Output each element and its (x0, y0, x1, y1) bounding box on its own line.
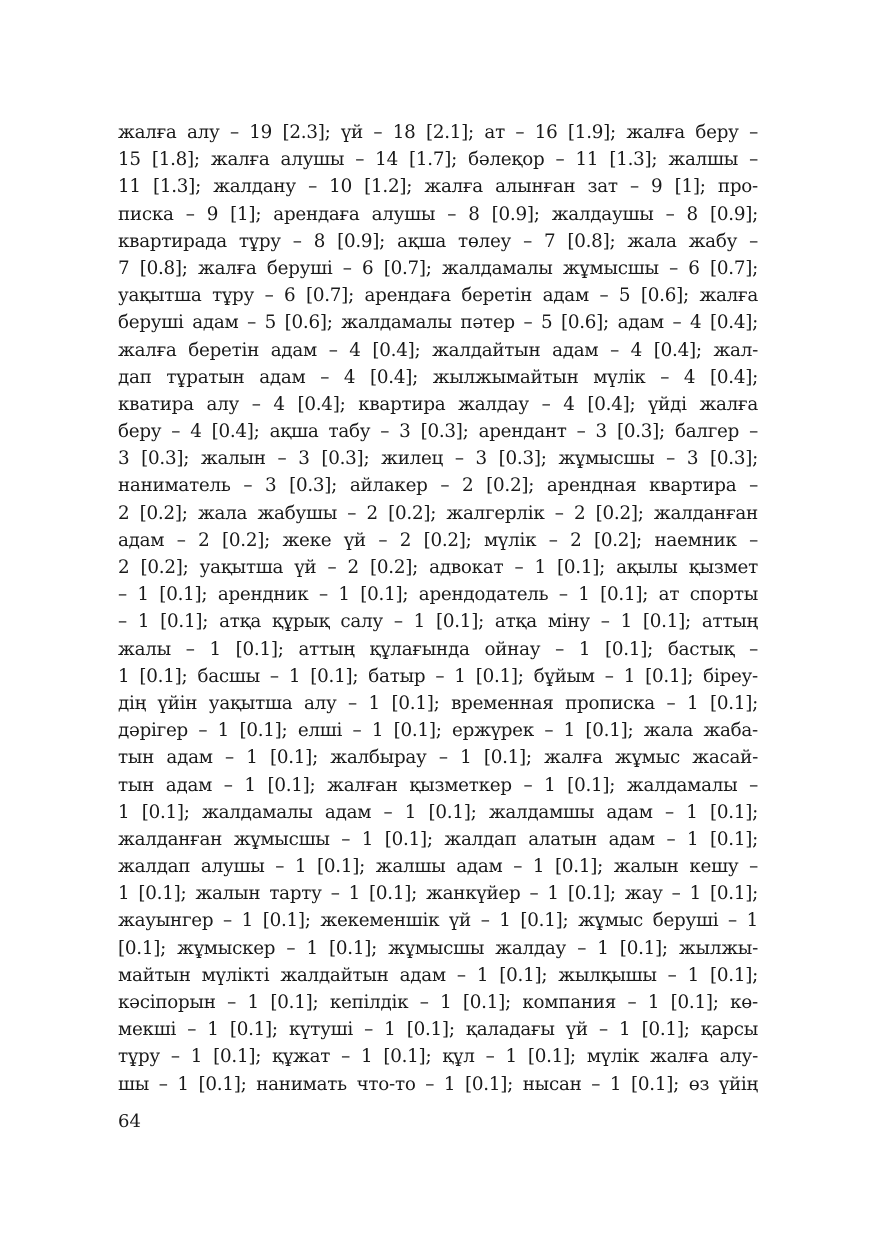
text-line: жалданған жұмысшы – 1 [0.1]; жалдап алатын адам – 1 [0.1]; (118, 828, 758, 850)
text-line: мекші – 1 [0.1]; күтуші – 1 [0.1]; қаладағы үй – 1 [0.1]; қарсы (118, 1019, 758, 1041)
text-line: – 1 [0.1]; атқа құрық салу – 1 [0.1]; атқа міну – 1 [0.1]; аттың (118, 611, 758, 633)
text-line: 7 [0.8]; жалға беруші – 6 [0.7]; жалдамалы жұмысшы – 6 [0.7]; (118, 257, 758, 279)
text-line: жалға беретін адам – 4 [0.4]; жалдайтын адам – 4 [0.4]; жал- (118, 339, 758, 361)
text-line: 3 [0.3]; жалын – 3 [0.3]; жилец – 3 [0.3]; жұмысшы – 3 [0.3]; (118, 448, 758, 470)
text-line: писка – 9 [1]; арендаға алушы – 8 [0.9]; жалдаушы – 8 [0.9]; (118, 203, 758, 225)
text-line: [0.1]; жұмыскер – 1 [0.1]; жұмысшы жалдау – 1 [0.1]; жылжы- (118, 937, 758, 959)
text-line: жалы – 1 [0.1]; аттың құлағында ойнау – 1 [0.1]; бастық – (118, 638, 758, 660)
text-line: 2 [0.2]; уақытша үй – 2 [0.2]; адвокат – 1 [0.1]; ақылы қызмет (118, 557, 758, 578)
text-line: беру – 4 [0.4]; ақша табу – 3 [0.3]; арендант – 3 [0.3]; балгер – (118, 421, 758, 443)
body-text (118, 119, 758, 1098)
text-line: наниматель – 3 [0.3]; айлакер – 2 [0.2]; арендная квартира – (118, 475, 758, 497)
text-line: дәрігер – 1 [0.1]; елші – 1 [0.1]; ержүрек – 1 [0.1]; жала жаба- (118, 720, 758, 742)
text-line: жалдап алушы – 1 [0.1]; жалшы адам – 1 [0.1]; жалын кешу – (118, 856, 758, 878)
text-line: уақытша тұру – 6 [0.7]; арендаға беретін адам – 5 [0.6]; жалға (118, 285, 758, 307)
text-line: кәсіпорын – 1 [0.1]; кепілдік – 1 [0.1]; компания – 1 [0.1]; кө- (118, 992, 758, 1013)
text-line: жауынгер – 1 [0.1]; жекеменшік үй – 1 [0.1]; жұмыс беруші – 1 (118, 910, 758, 932)
text-line: 1 [0.1]; басшы – 1 [0.1]; батыр – 1 [0.1]; бұйым – 1 [0.1]; біреу- (118, 665, 758, 687)
text-line: квартирада тұру – 8 [0.9]; ақша төлеу – 7 [0.8]; жала жабу – (118, 230, 758, 252)
text-line: шы – 1 [0.1]; нанимать что-то – 1 [0.1]; нысан – 1 [0.1]; өз үйің (118, 1073, 758, 1095)
text-line: дап тұратын адам – 4 [0.4]; жылжымайтын мүлік – 4 [0.4]; (118, 366, 758, 388)
text-line: 1 [0.1]; жалдамалы адам – 1 [0.1]; жалдамшы адам – 1 [0.1]; (118, 801, 758, 823)
text-line: адам – 2 [0.2]; жеке үй – 2 [0.2]; мүлік – 2 [0.2]; наемник – (118, 529, 758, 551)
text-line: тын адам – 1 [0.1]; жалған қызметкер – 1 [0.1]; жалдамалы – (118, 774, 758, 796)
text-line: 1 [0.1]; жалын тарту – 1 [0.1]; жанкүйер – 1 [0.1]; жау – 1 [0.1]; (118, 883, 758, 905)
text-line: тұру – 1 [0.1]; құжат – 1 [0.1]; құл – 1 [0.1]; мүлік жалға алу- (118, 1046, 758, 1068)
text-line: 15 [1.8]; жалға алушы – 14 [1.7]; бәлеқор – 11 [1.3]; жалшы – (118, 149, 758, 171)
text-line: тын адам – 1 [0.1]; жалбырау – 1 [0.1]; жалға жұмыс жасай- (118, 747, 758, 769)
text-line: жалға алу – 19 [2.3]; үй – 18 [2.1]; ат – 16 [1.9]; жалға беру – (118, 122, 758, 143)
page-number: 64 (118, 1111, 141, 1132)
text-line: беруші адам – 5 [0.6]; жалдамалы пәтер – 5 [0.6]; адам – 4 [0.4]; (118, 312, 758, 334)
text-line: дің үйін уақытша алу – 1 [0.1]; временная прописка – 1 [0.1]; (118, 692, 758, 714)
text-line: 2 [0.2]; жала жабушы – 2 [0.2]; жалгерлік – 2 [0.2]; жалданған (118, 502, 758, 524)
text-line: кватира алу – 4 [0.4]; квартира жалдау – 4 [0.4]; үйді жалға (118, 393, 758, 415)
text-line: майтын мүлікті жалдайтын адам – 1 [0.1]; жылқышы – 1 [0.1]; (118, 964, 758, 986)
text-line: 11 [1.3]; жалдану – 10 [1.2]; жалға алынған зат – 9 [1]; про- (118, 176, 758, 198)
text-line: – 1 [0.1]; арендник – 1 [0.1]; арендодатель – 1 [0.1]; ат спорты (118, 584, 758, 606)
